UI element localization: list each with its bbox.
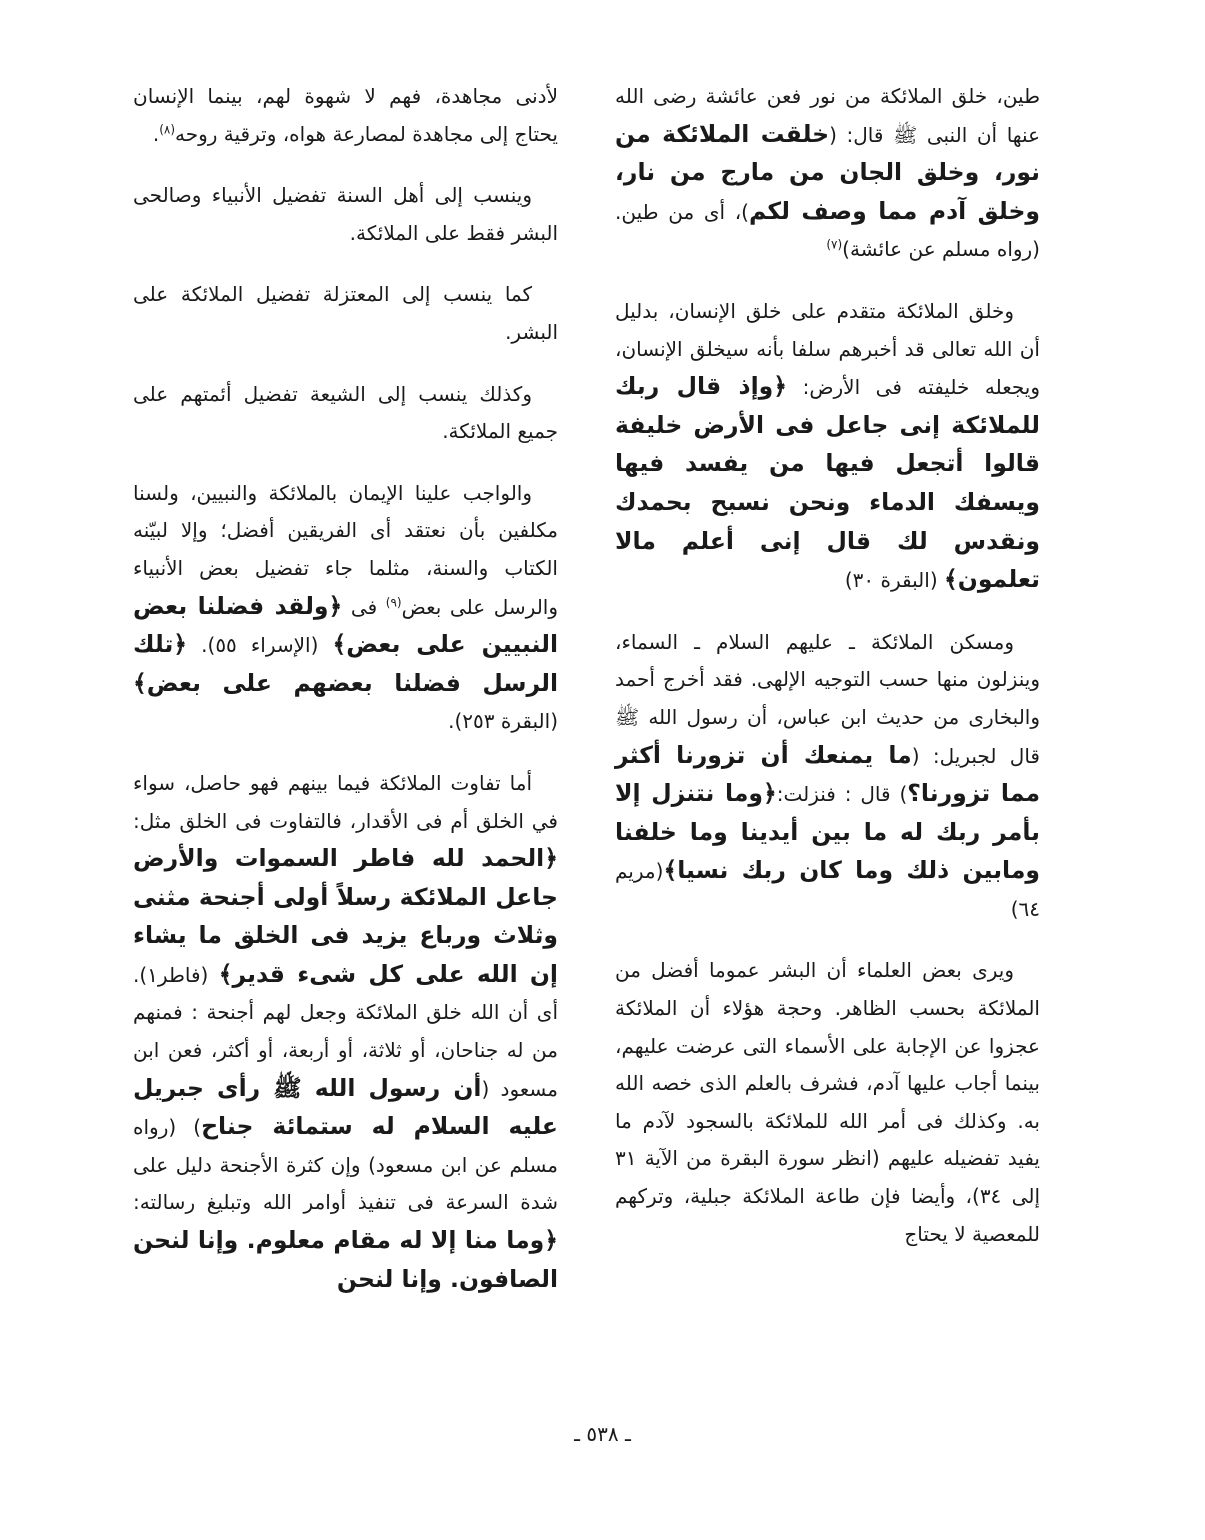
verse-citation: (البقرة ٢٥٣).	[448, 709, 558, 734]
body-text: لأدنى مجاهدة، فهم لا شهوة لهم، بينما الإنسان يحتاج إلى مجاهدة لمصارعة هواه، وترقية روحه	[133, 84, 558, 146]
paragraph	[615, 293, 1040, 600]
quran-verse: ﴿وما منا إلا له مقام معلوم. وإنا لنحن الصافون. وإنا لنحن	[133, 1226, 558, 1293]
body-text: فى	[342, 594, 386, 619]
paragraph: وينسب إلى أهل السنة تفضيل الأنبياء وصالحى البشر فقط على الملائكة.	[133, 183, 558, 245]
hadith-text: ما يمنعك أن تزورنا أكثر مما تزورنا؟	[615, 740, 1041, 808]
verse-citation: (البقرة ٣٠)	[844, 568, 944, 593]
hadith-text: خلقت الملائكة من نور، وخلق الجان من مارج من نار، وخلق آدم مما وصف لكم	[615, 119, 1041, 225]
paragraph	[615, 78, 1040, 269]
body-text: والواجب علينا الإيمان بالملائكة والنبيين، ولسنا مكلفين بأن نعتقد أى الفريقين أفضل؛ وإلا لبيّنه الكتاب والسنة، مثلما جاء تفضيل بعض الأنبياء والرسل على بعض	[133, 480, 558, 619]
body-text: )، أى من طين. (رواه مسلم عن عائشة)	[615, 199, 1040, 262]
body-text: وخلق الملائكة متقدم على خلق الإنسان، بدليل أن الله تعالى قد أخبرهم سلفا بأنه سيخلق الإنسان، ويجعله خليفته فى الأرض:	[615, 298, 1040, 400]
body-text: طين، خلق الملائكة من نور فعن عائشة رضى الله عنها أن النبى ﷺ قال: (	[615, 84, 1040, 147]
paragraph: كما ينسب إلى المعتزلة تفضيل الملائكة على البشر.	[133, 282, 558, 344]
body-text: أما تفاوت الملائكة فيما بينهم فهو حاصل، سواء في الخلق أم فى الأقدار، فالتفاوت فى الخلق مثل:	[133, 770, 558, 833]
paragraph	[133, 78, 558, 153]
body-text: (فاطر١). أى أن الله خلق الملائكة وجعل لهم أجنحة : فمنهم من له جناحان، أو ثلاثة، أو أربعة، أو أكثر، فعن ابن مسعود (	[133, 962, 558, 1101]
hadith-text: أن رسول الله ﷺ رأى جبريل عليه السلام له ستمائة جناح	[133, 1073, 558, 1141]
paragraph: ويرى بعض العلماء أن البشر عموما أفضل من الملائكة بحسب الظاهر. وحجة هؤلاء أن الملائكة عجزوا عن الإجابة على الأسماء التى عرضت عليهم، بينما أجاب عليها آدم، فشرف بالعلم الذى خصه الله به. وكذلك فى أمر الله للملائكة بالسجود لآدم ما يفيد تفضيله عليهم (انظر سورة البقرة من الآية ٣١ إلى ٣٤)، وأيضا فإن طاعة الملائكة جبلية، وتركهم للمعصية لا يحتاج	[615, 958, 1040, 1246]
footnote-ref: (٩)	[385, 594, 402, 609]
quran-verse: ﴿وإذ قال ربك للملائكة إنى جاعل فى الأرض خليفة قالوا أتجعل فيها من يفسد فيها ويسفك الدماء ونحن نسبح بحمدك ونقدس لك قال إنى أعلم مالا تعلمون﴾	[615, 372, 1040, 594]
paragraph	[133, 475, 558, 741]
verse-citation: (الإسراء ٥٥).	[187, 633, 333, 658]
paragraph	[133, 765, 558, 1299]
verse-citation: (مريم ٦٤)	[615, 859, 1040, 921]
paragraph: وكذلك ينسب إلى الشيعة تفضيل أئمتهم على جميع الملائكة.	[133, 381, 558, 444]
body-text: ) قال : فنزلت:	[776, 782, 908, 807]
footnote-ref: (٨)	[159, 121, 176, 136]
body-text: .	[152, 121, 160, 146]
quran-verse: ﴿وما نتنزل إلا بأمر ربك له ما بين أيدينا وما خلفنا ومابين ذلك وما كان ربك نسيا﴾	[615, 779, 1040, 885]
footnote-ref: (٧)	[826, 237, 843, 252]
page-number: ـ ٥٣٨ ـ	[574, 1422, 631, 1446]
quran-verse: ﴿تلك الرسل فضلنا بعضهم على بعض﴾	[133, 630, 558, 697]
body-text: ومسكن الملائكة ـ عليهم السلام ـ السماء، وينزلون منها حسب التوجيه الإلهى. فقد أخرج أحمد والبخارى من حديث ابن عباس، أن رسول الله ﷺ قال لجبريل: (	[615, 629, 1040, 768]
left-column	[133, 78, 558, 1323]
quran-verse: ﴿ولقد فضلنا بعض النبيين على بعض﴾	[133, 591, 558, 659]
body-text: ) (رواه مسلم عن ابن مسعود) وإن كثرة الأجنحة دليل على شدة السرعة فى تنفيذ أوامر الله وتبليغ رسالته:	[133, 1115, 558, 1215]
paragraph	[615, 624, 1040, 929]
quran-verse: ﴿الحمد لله فاطر السموات والأرض جاعل الملائكة رسلاً أولى أجنحة مثنى وثلاث ورباع يزيد فى الخلق ما يشاء إن الله على كل شىء قدير﴾	[133, 844, 558, 988]
right-column	[615, 78, 1040, 1277]
